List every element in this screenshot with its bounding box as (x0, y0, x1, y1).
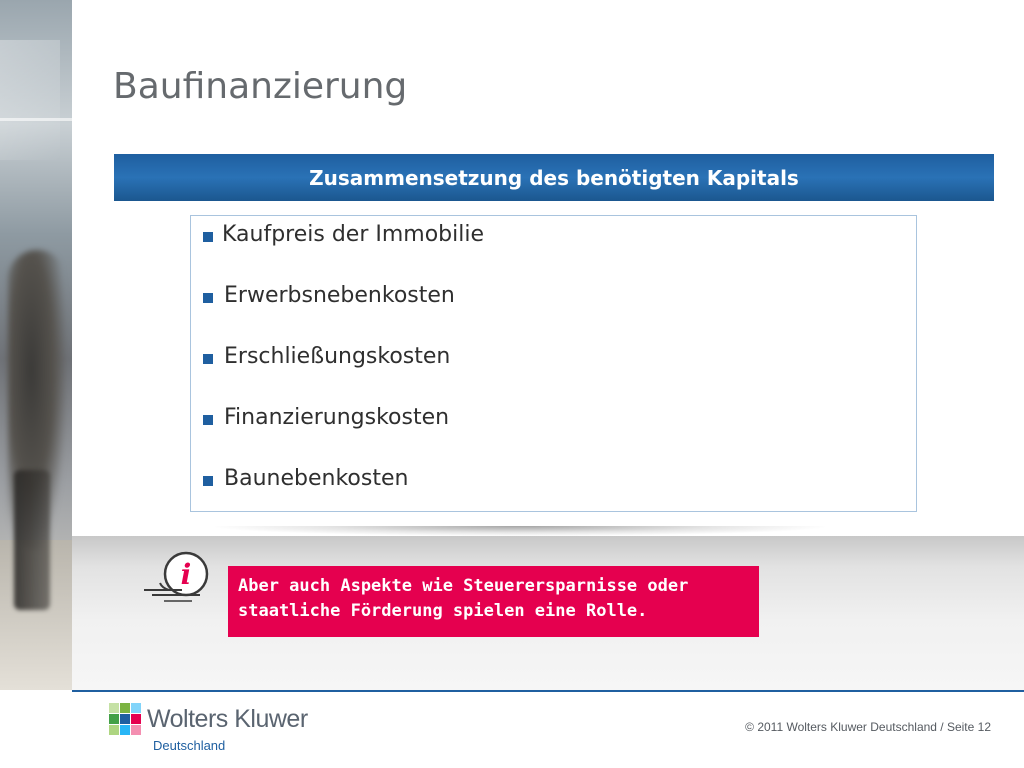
list-item (203, 466, 484, 527)
bullet-square-icon (203, 232, 213, 242)
info-note (228, 566, 759, 637)
copyright-text: © 2011 Wolters Kluwer Deutschland / Seite 12 (745, 720, 991, 734)
wolters-kluwer-logo (109, 703, 329, 755)
content-box-shadow (215, 526, 825, 536)
logo-sub-text: Deutschland (153, 738, 226, 753)
info-note-line-1: Aber auch Aspekte wie Steuerersparnisse oder (238, 576, 689, 596)
bullet-square-icon (203, 476, 213, 486)
photo-person-legs (14, 470, 50, 610)
svg-text:i: i (180, 558, 192, 591)
section-header (114, 154, 994, 201)
list-item (203, 344, 484, 405)
background-photo-strip (0, 0, 72, 690)
logo-brand-text: Wolters Kluwer (147, 705, 308, 733)
list-item-label: Finanzierungskosten (224, 405, 450, 430)
list-item-label: Erschließungskosten (224, 344, 451, 369)
info-icon (142, 548, 212, 604)
footer-divider (72, 690, 1024, 692)
content-box (190, 215, 917, 512)
bullet-square-icon (203, 354, 213, 364)
photo-railing (0, 118, 72, 121)
info-note-line-2: staatliche Förderung spielen eine Rolle. (238, 601, 648, 621)
list-item (203, 222, 484, 283)
list-item (203, 283, 484, 344)
list-item (203, 405, 484, 466)
section-header-label: Zusammensetzung des benötigten Kapitals (309, 165, 799, 190)
bullet-square-icon (203, 415, 213, 425)
bullet-list (203, 222, 484, 527)
page-title: Baufinanzierung (113, 66, 408, 107)
bullet-square-icon (203, 293, 213, 303)
list-item-label: Erwerbsnebenkosten (224, 283, 455, 308)
list-item-label: Kaufpreis der Immobilie (222, 222, 485, 247)
wolters-kluwer-logo-icon (109, 703, 141, 735)
photo-light-area (0, 40, 60, 160)
list-item-label: Baunebenkosten (224, 466, 409, 491)
